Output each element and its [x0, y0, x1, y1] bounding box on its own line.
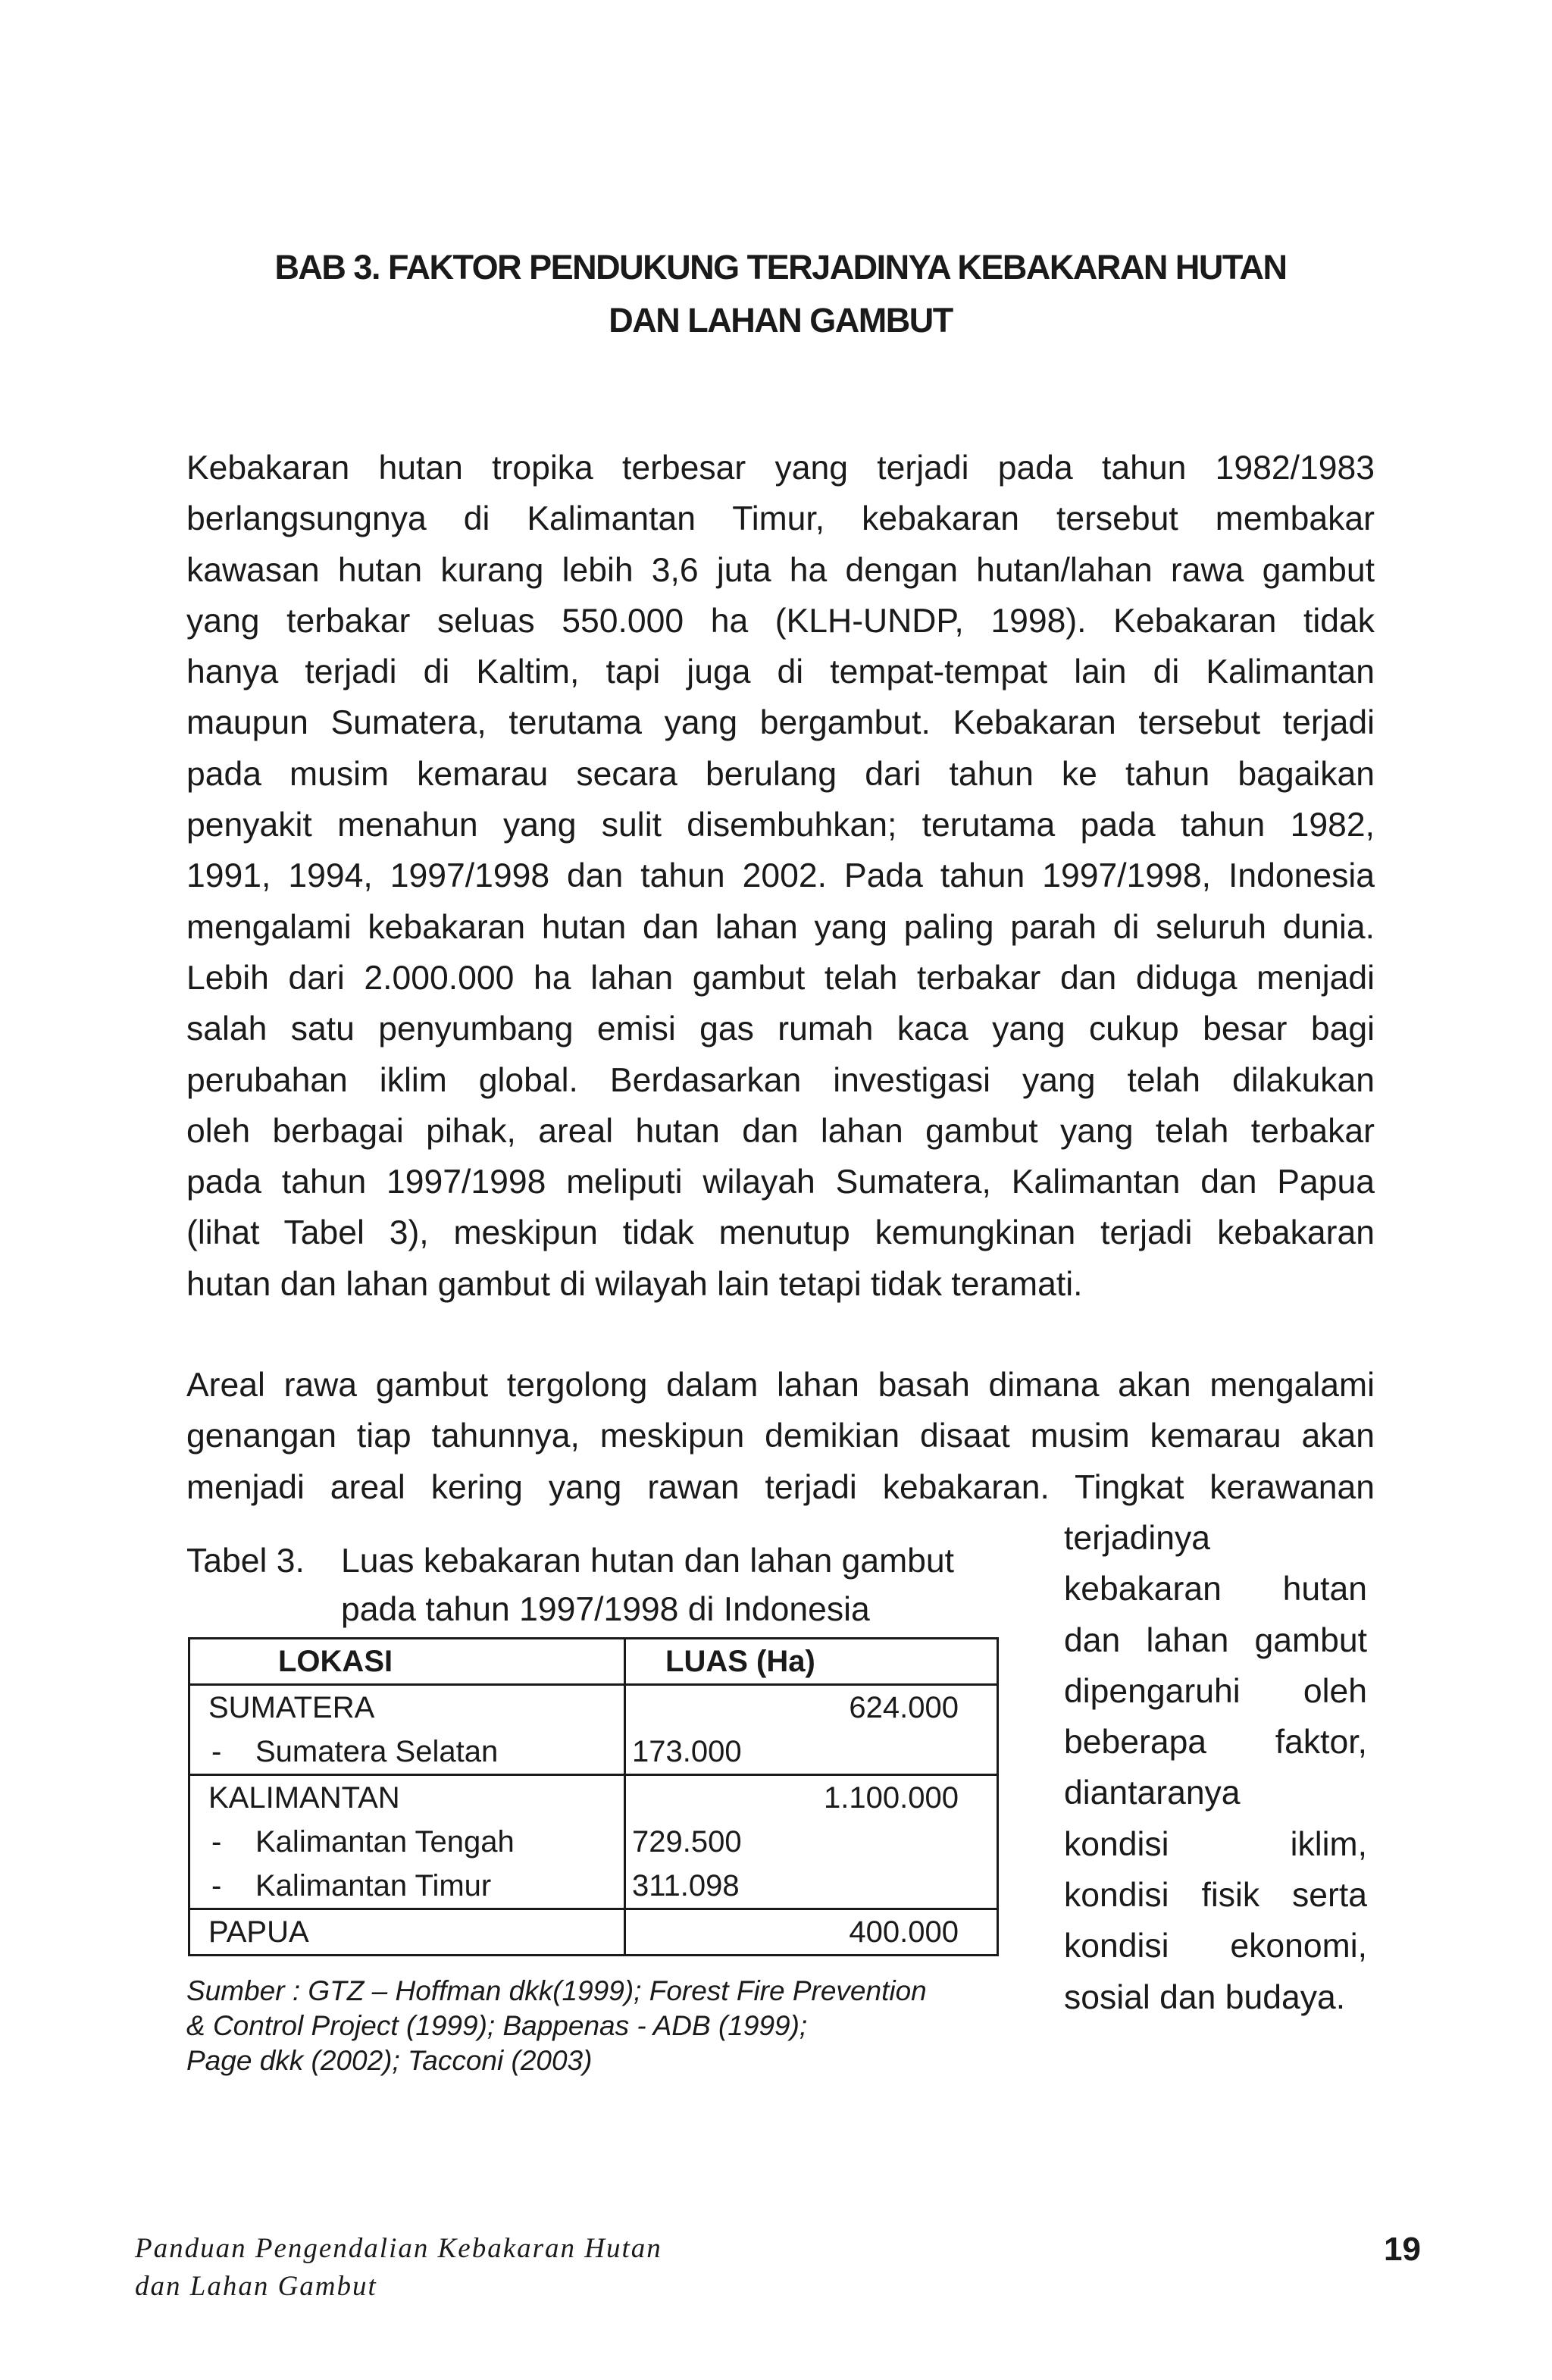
paragraph-line: beberapa faktor, — [1064, 1724, 1367, 1762]
cell-location — [189, 1864, 625, 1909]
table-row — [189, 1730, 998, 1775]
source-line: Page dkk (2002); Tacconi (2003) — [186, 2045, 593, 2076]
paragraph-line: hanya terjadi di Kaltim, tapi juga di tempat-tempat lain di Kalimantan — [186, 653, 1375, 691]
bullet-dash: - — [211, 1825, 222, 1859]
table-caption-label: Tabel 3. — [186, 1542, 305, 1580]
bullet-dash: - — [211, 1869, 222, 1902]
header-area: LUAS (Ha) — [625, 1639, 998, 1685]
paragraph-line: salah satu penyumbang emisi gas rumah kaca yang cukup besar bagi — [186, 1010, 1375, 1048]
paragraph-line: kebakaran hutan — [1064, 1570, 1367, 1608]
paragraph-line: mengalami kebakaran hutan dan lahan yang paling parah di seluruh dunia. — [186, 908, 1375, 946]
table-caption — [186, 1537, 1020, 1634]
page-number: 19 — [1384, 2231, 1421, 2268]
paragraph-line: Lebih dari 2.000.000 ha lahan gambut telah terbakar dan diduga menjadi — [186, 959, 1375, 997]
paragraph-line: terjadinya — [1064, 1520, 1210, 1557]
cell-location: SUMATERA — [189, 1685, 625, 1730]
paragraph-line: menjadi areal kering yang rawan terjadi kebakaran. Tingkat kerawanan — [186, 1468, 1375, 1506]
table-row — [189, 1775, 998, 1821]
table-caption-text — [341, 1537, 954, 1634]
table-row — [189, 1820, 998, 1864]
cell-sub-area: 729.500 — [625, 1820, 787, 1864]
source-line: Sumber : GTZ – Hoffman dkk(1999); Forest Fire Prevention — [186, 1975, 927, 2006]
cell-sub-area — [625, 1685, 787, 1730]
paragraph-line: perubahan iklim global. Berdasarkan investigasi yang telah dilakukan — [186, 1061, 1375, 1099]
paragraph-line: yang terbakar seluas 550.000 ha (KLH-UNDP, 1998). Kebakaran tidak — [186, 602, 1375, 640]
paragraph-line: 1991, 1994, 1997/1998 dan tahun 2002. Pada tahun 1997/1998, Indonesia — [186, 857, 1375, 895]
paragraph-line: dan lahan gambut — [1064, 1621, 1367, 1659]
cell-sub-area: 173.000 — [625, 1730, 787, 1775]
body-paragraph-1 — [186, 443, 1375, 1310]
burned-area-table — [188, 1637, 999, 1956]
paragraph-line: oleh berbagai pihak, areal hutan dan lahan gambut yang telah terbakar — [186, 1112, 1375, 1150]
body-paragraph-2 — [186, 1360, 1375, 1513]
paragraph-line: penyakit menahun yang sulit disembuhkan; terutama pada tahun 1982, — [186, 806, 1375, 844]
footer-title-line: Panduan Pengendalian Kebakaran Hutan — [135, 2233, 662, 2264]
cell-total-area — [786, 1730, 997, 1775]
paragraph-line: kondisi ekonomi, — [1064, 1927, 1367, 1965]
chapter-title-line: BAB 3. FAKTOR PENDUKUNG TERJADINYA KEBAKARAN HUTAN — [274, 248, 1287, 287]
cell-location — [189, 1820, 625, 1864]
cell-location-text: Sumatera Selatan — [255, 1735, 499, 1768]
footer-title-line: dan Lahan Gambut — [135, 2271, 377, 2302]
cell-location: PAPUA — [189, 1909, 625, 1956]
cell-total-area: 400.000 — [786, 1909, 997, 1956]
paragraph-line: pada musim kemarau secara berulang dari tahun ke tahun bagaikan — [186, 755, 1375, 793]
paragraph-line: kondisi iklim, — [1064, 1825, 1367, 1863]
cell-location — [189, 1730, 625, 1775]
paragraph-line: Areal rawa gambut tergolong dalam lahan basah dimana akan mengalami — [186, 1367, 1375, 1404]
cell-total-area — [786, 1864, 997, 1909]
paragraph-line: genangan tiap tahunnya, meskipun demikian disaat musim kemarau akan — [186, 1417, 1375, 1455]
table-caption-line: pada tahun 1997/1998 di Indonesia — [341, 1591, 870, 1628]
paragraph-line: berlangsungnya di Kalimantan Timur, kebakaran tersebut membakar — [186, 500, 1375, 538]
footer-book-title — [135, 2230, 662, 2306]
paragraph-line: maupun Sumatera, terutama yang bergambut. Kebakaran tersebut terjadi — [186, 704, 1375, 742]
cell-sub-area — [625, 1909, 787, 1956]
table-row — [189, 1909, 998, 1956]
paragraph-line: pada tahun 1997/1998 meliputi wilayah Sumatera, Kalimantan dan Papua — [186, 1163, 1375, 1201]
paragraph-line: (lihat Tabel 3), meskipun tidak menutup kemungkinan terjadi kebakaran — [186, 1214, 1375, 1252]
cell-location-text: Kalimantan Tengah — [255, 1825, 515, 1859]
cell-location-text: Kalimantan Timur — [255, 1869, 492, 1902]
source-line: & Control Project (1999); Bappenas - ADB (1999); — [186, 2010, 808, 2041]
paragraph-line: dipengaruhi oleh — [1064, 1672, 1367, 1710]
paragraph-line: sosial dan budaya. — [1064, 1978, 1346, 2016]
table-header-row — [189, 1639, 998, 1685]
table-source — [186, 1974, 1035, 2078]
table-row — [189, 1685, 998, 1730]
paragraph-2-continuation — [1064, 1513, 1367, 2023]
paragraph-line: kawasan hutan kurang lebih 3,6 juta ha dengan hutan/lahan rawa gambut — [186, 551, 1375, 589]
paragraph-line: diantaranya — [1064, 1774, 1241, 1812]
chapter-title — [189, 241, 1372, 347]
cell-location: KALIMANTAN — [189, 1775, 625, 1821]
header-location: LOKASI — [189, 1639, 625, 1685]
cell-sub-area — [625, 1775, 787, 1821]
chapter-title-line: DAN LAHAN GAMBUT — [609, 301, 953, 340]
bullet-dash: - — [211, 1735, 222, 1768]
paragraph-line: kondisi fisik serta — [1064, 1877, 1367, 1915]
paragraph-line: hutan dan lahan gambut di wilayah lain tetapi tidak teramati. — [186, 1265, 1083, 1303]
table-caption-line: Luas kebakaran hutan dan lahan gambut — [341, 1542, 955, 1580]
cell-total-area: 624.000 — [786, 1685, 997, 1730]
cell-total-area — [786, 1820, 997, 1864]
paragraph-line: Kebakaran hutan tropika terbesar yang terjadi pada tahun 1982/1983 — [186, 449, 1375, 487]
cell-sub-area: 311.098 — [625, 1864, 787, 1909]
cell-total-area: 1.100.000 — [786, 1775, 997, 1821]
table-row — [189, 1864, 998, 1909]
